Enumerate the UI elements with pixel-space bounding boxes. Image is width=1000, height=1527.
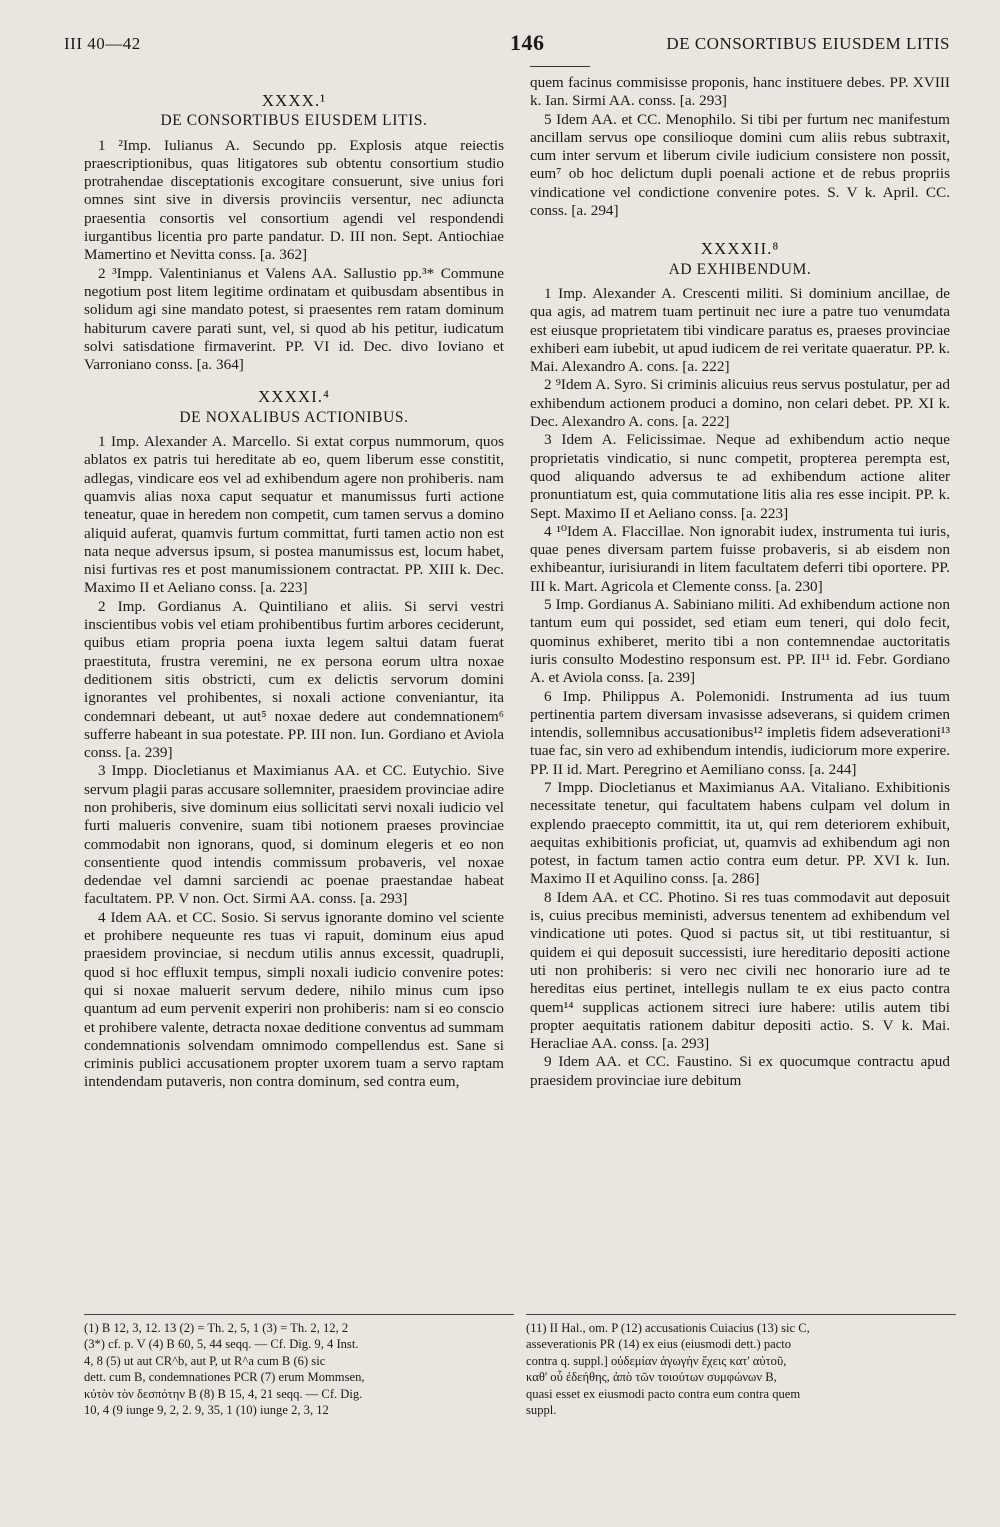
footnote-line: 4, 8 (5) ut aut CR^b, aut P, ut R^a cum B (6) sic (84, 1353, 326, 1368)
footnote-line: contra q. suppl.] οὐδεμίαν ἀγωγὴν ἔχεις κατ' αὐτοῦ, (526, 1353, 787, 1368)
constitution-paragraph: 1 Imp. Alexander A. Marcello. Si extat corpus nummorum, quos ablatos ex patris tui hereditate ab eo, quem liberum esse constitit, adlegas, vindicare eos vel ad exhibendum agere non prohiberis. nam quamvis alias noxa caput sequatur et manumissus furti actione teneatur, quae in heredem non competit, cum tamen servus a domino aliquid auferat, quamvis furtum committat, furti tamen actio non est nata neque adversus ipsum, si postea manumissus est, locum habet, nisi furtivas res et post manumissionem contractat. PP. XIII k. Dec. Maximo II et Aeliano conss. [a. 223] (84, 433, 504, 597)
running-head (64, 30, 950, 60)
footnote-line: suppl. (526, 1403, 557, 1418)
constitution-paragraph: 8 Idem AA. et CC. Photino. Si res tuas commodavit aut deposuit is, cuius precibus meministi, adversus tenentem ad exhibendum vel vindicatione uti potes. Quod si pactus sit, ut tibi restituantur, si quidem ei qui deposuit successisti, iure hereditario depositi actione uti non prohiberis: si vero nec civili nec honorario iure ad te hereditas eius pertinet, intellegis nullam te ex eius pacto contra quem¹⁴ supplicas actionem sitreci iure habere: utilis autem tibi propter aequitatis rationem dabitur depositi actio. S. V k. Mai. Heracliae AA. conss. [a. 293] (530, 888, 950, 1053)
constitution-paragraph: 3 Impp. Diocletianus et Maximianus AA. et CC. Eutychio. Sive servum plagii paras accusare sollemniter, praesidem provinciae adire non prohiberis, sive dominum eius sollicitati servi noxali iudicio vel furti malueris convenire, suam tibi notionem praeses provinciae commodabit non ignorans, quod, si dominum elegeris et eo non consentiente quod intendis commissum probaveris, vel noxae dedendae vel damni sarciendi ac poenae praestandae habeat facultatem. PP. V non. Oct. Sirmi AA. conss. [a. 293] (84, 762, 504, 908)
constitution-paragraph: 6 Imp. Philippus A. Polemonidi. Instrumenta ad ius tuum pertinentia partem diversam invasisse adseverans, si quidem crimen intendis, sollemnibus accusationibus¹² impletis fidem adseverationi¹³ tuae fac, sin vero ad exhibendum intendis, iudiciorum more experire. PP. II id. Mart. Peregrino et Aemiliano conss. [a. 244] (530, 687, 950, 778)
footnote-line: quasi esset ex eiusmodi pacto contra eum contra quem (526, 1386, 801, 1401)
section-title: DE NOXALIBUS ACTIONIBUS. (179, 408, 409, 426)
constitution-paragraph: 2 ³Impp. Valentinianus et Valens AA. Sallustio pp.³* Commune negotium post litem legitime ordinatam et quibusdam absentibus in solidum agi sine mandato potest, si praesentes rem ratam dominum habiturum cavere parati sunt, vel, si quod ab his petitur, iudicatum solvi satisdatione firmaverint. PP. VI id. Dec. divo Ioviano et Varroniano conss. [a. 364] (84, 264, 504, 374)
constitution-paragraph: 1 ²Imp. Iulianus A. Secundo pp. Explosis atque reiectis praescriptionibus, quas litigatores sub obtentu consortium studio protrahendae disceptationis excogitare consuerunt, sive unius fori omnes sint sive in diversis provinciis versentur, nec adiuncta praesentia consortis vel consortium agendi vel respondendi iurgantibus licentia pro parte pandatur. D. III non. Sept. Antiochiae Mamertino et Nevitta conss. [a. 362] (84, 136, 504, 264)
section-title: DE CONSORTIBUS EIUSDEM LITIS. (160, 112, 428, 130)
constitution-paragraph: 4 Idem AA. et CC. Sosio. Si servus ignorante domino vel sciente et prohibere nequeunte res tuas vi rapuit, dominum eius apud praesidem provinciae, si necdum utilis annus excessit, quadrupli, quod si hoc effluxit tempus, simpli noxali iudicio convenire potes: qui si noxae maluerit servum dedere, nihilo minus cum ipso quantum ad eum pervenit experiri non prohiberis: nam si eo conscio et prohibere valente, detracta noxae deditione conventus ad summam condemnationis solvendam omnimodo compellendus est. Sane si criminis publici accusationem propter uxorem tuam a servo raptam intendendam putaveris, non contra dominum, sed contra eum, (84, 908, 504, 1091)
footnotes-right (526, 1320, 966, 1460)
constitution-paragraph: 5 Imp. Gordianus A. Sabiniano militi. Ad exhibendum actione non tantum eum qui possidet, sed etiam eum teneri, qui dolo fecit, quominus exhiberet, merito tibi a non contemnendae auctoritatis iuris consulto Modestino responsum est. PP. II¹¹ id. Febr. Gordiano A. et Aviola conss. [a. 239] (530, 596, 950, 687)
page-number: 146 (510, 30, 545, 55)
header-rule (530, 66, 590, 67)
constitution-paragraph: 9 Idem AA. et CC. Faustino. Si ex quocumque contractu apud praesidem provinciae iure debitum (530, 1053, 950, 1089)
constitution-paragraph: 3 Idem A. Felicissimae. Neque ad exhibendum actio neque proprietatis vindicatio, si nunc competit, propterea perempta est, quod aliquando adversus te ad exhibendum actione aliter pronuntiatum est, quia commutatione litis alia res esse incipit. PP. k. Sept. Maximo II et Aeliano conss. [a. 223] (530, 431, 950, 522)
constitution-paragraph: 7 Impp. Diocletianus et Maximianus AA. Vitaliano. Exhibitionis necessitate tenetur, qui facultatem habens culpam vel dolum in explendo praecepto committit, ita ut, qui rem deteriorem exhibuit, aequitas exhibitionis proficiat, ut, quamvis ad exhibendum agi non potest, in factum tamen actio contra eum detur. PP. XVI k. Iun. Maximo II et Aquilino conss. [a. 286] (530, 778, 950, 888)
section-number: XXXXI.⁴ (258, 387, 330, 407)
footnote-rule (84, 1314, 514, 1315)
footnote-line: κύτὸν τὸν δεσπότην B (8) B 15, 4, 21 seqq. — Cf. Dig. (84, 1386, 363, 1401)
constitution-paragraph-continued: quem facinus commisisse proponis, hanc instituere debes. PP. XVIII k. Ian. Sirmi AA. conss. [a. 293] (530, 74, 950, 110)
left-column (84, 74, 504, 1154)
footnote-line: (1) B 12, 3, 12. 13 (2) = Th. 2, 5, 1 (3) = Th. 2, 12, 2 (84, 1321, 349, 1335)
constitution-paragraph: 4 ¹⁰Idem A. Flaccillae. Non ignorabit iudex, instrumenta tui iuris, quae penes diversam partem fuisse probaveris, si ab eisdem non exhibeantur, iurisiurandi in litem facultatem deferri tibi oportere. PP. III k. Mart. Agricola et Clemente conss. [a. 230] (530, 522, 950, 595)
footnote-rule (526, 1314, 956, 1315)
footnote-line: asseverationis PR (14) ex eius (eiusmodi dett.) pacto (526, 1337, 792, 1352)
running-title: DE CONSORTIBUS EIUSDEM LITIS (666, 34, 950, 53)
right-column (530, 74, 950, 1154)
section-number: XXXXII.⁸ (700, 239, 780, 259)
footnotes-left (84, 1320, 524, 1460)
footnote-line: dett. cum B, condemnationes PCR (7) erum Mommsen, (84, 1370, 365, 1385)
constitution-paragraph: 2 ⁹Idem A. Syro. Si criminis alicuius reus servus postulatur, per ad exhibendum actionem produci a domino, non celari debet. PP. XI k. Dec. Alexandro A. cons. [a. 222] (530, 376, 950, 431)
book-title-reference: III 40—42 (64, 34, 141, 53)
section-title: AD EXHIBENDUM. (668, 260, 812, 278)
constitution-paragraph: 5 Idem AA. et CC. Menophilo. Si tibi per furtum nec manifestum ancillam servus ope consilioque domini cum aliis rebus subtraxit, cum inter servum et liberum civile iudicium consistere non possit, eum⁷ ob hoc delictum dupli poenali actione et de rebus propriis vindicatione vel condictione convenire potes. S. V k. April. CC. conss. [a. 294] (530, 110, 950, 220)
footnote-line: (3*) cf. p. V (4) B 60, 5, 44 seqq. — Cf. Dig. 9, 4 Inst. (84, 1337, 359, 1352)
section-number: XXXX.¹ (261, 91, 327, 110)
footnote-line: (11) II Hal., om. P (12) accusationis Cuiacius (13) sic C, (526, 1321, 810, 1335)
constitution-paragraph: 2 Imp. Gordianus A. Quintiliano et aliis. Si servi vestri inscientibus vobis vel etiam prohibentibus furtim arbores ceciderunt, quibus etiam propria poena iuxta legem saltui datam fuerat praestituta, frustra veremini, ne ex persona eorum ultra noxae deditionem sitis obstricti, cum ex delictis servorum domini ignorantes vel prohibentes, si noxali actione conveniantur, ita condemnari debeant, ut aut⁵ noxae dedere aut condemnationem⁶ sufferre habeant in sua potestate. PP. III non. Iun. Gordiano et Aviola conss. [a. 239] (84, 597, 504, 762)
footnote-line: καθ' οὗ ἐδεήθης, ἀπὸ τῶν τοιούτων συμφώνων B, (526, 1370, 777, 1385)
constitution-paragraph: 1 Imp. Alexander A. Crescenti militi. Si dominium ancillae, de qua agis, ad matrem tuam pertinuit nec iure a patre tuo venumdata est eiusque proprietatem tibi vindicare paratus es, praeses provinciae exhiberi eam iubebit, ut apud iudicem de rei veritate quaeratur. PP. k. Mai. Alexandro A. cons. [a. 222] (530, 284, 950, 376)
footnote-line: 10, 4 (9 iunge 9, 2, 2. 9, 35, 1 (10) iunge 2, 3, 12 (84, 1403, 329, 1418)
